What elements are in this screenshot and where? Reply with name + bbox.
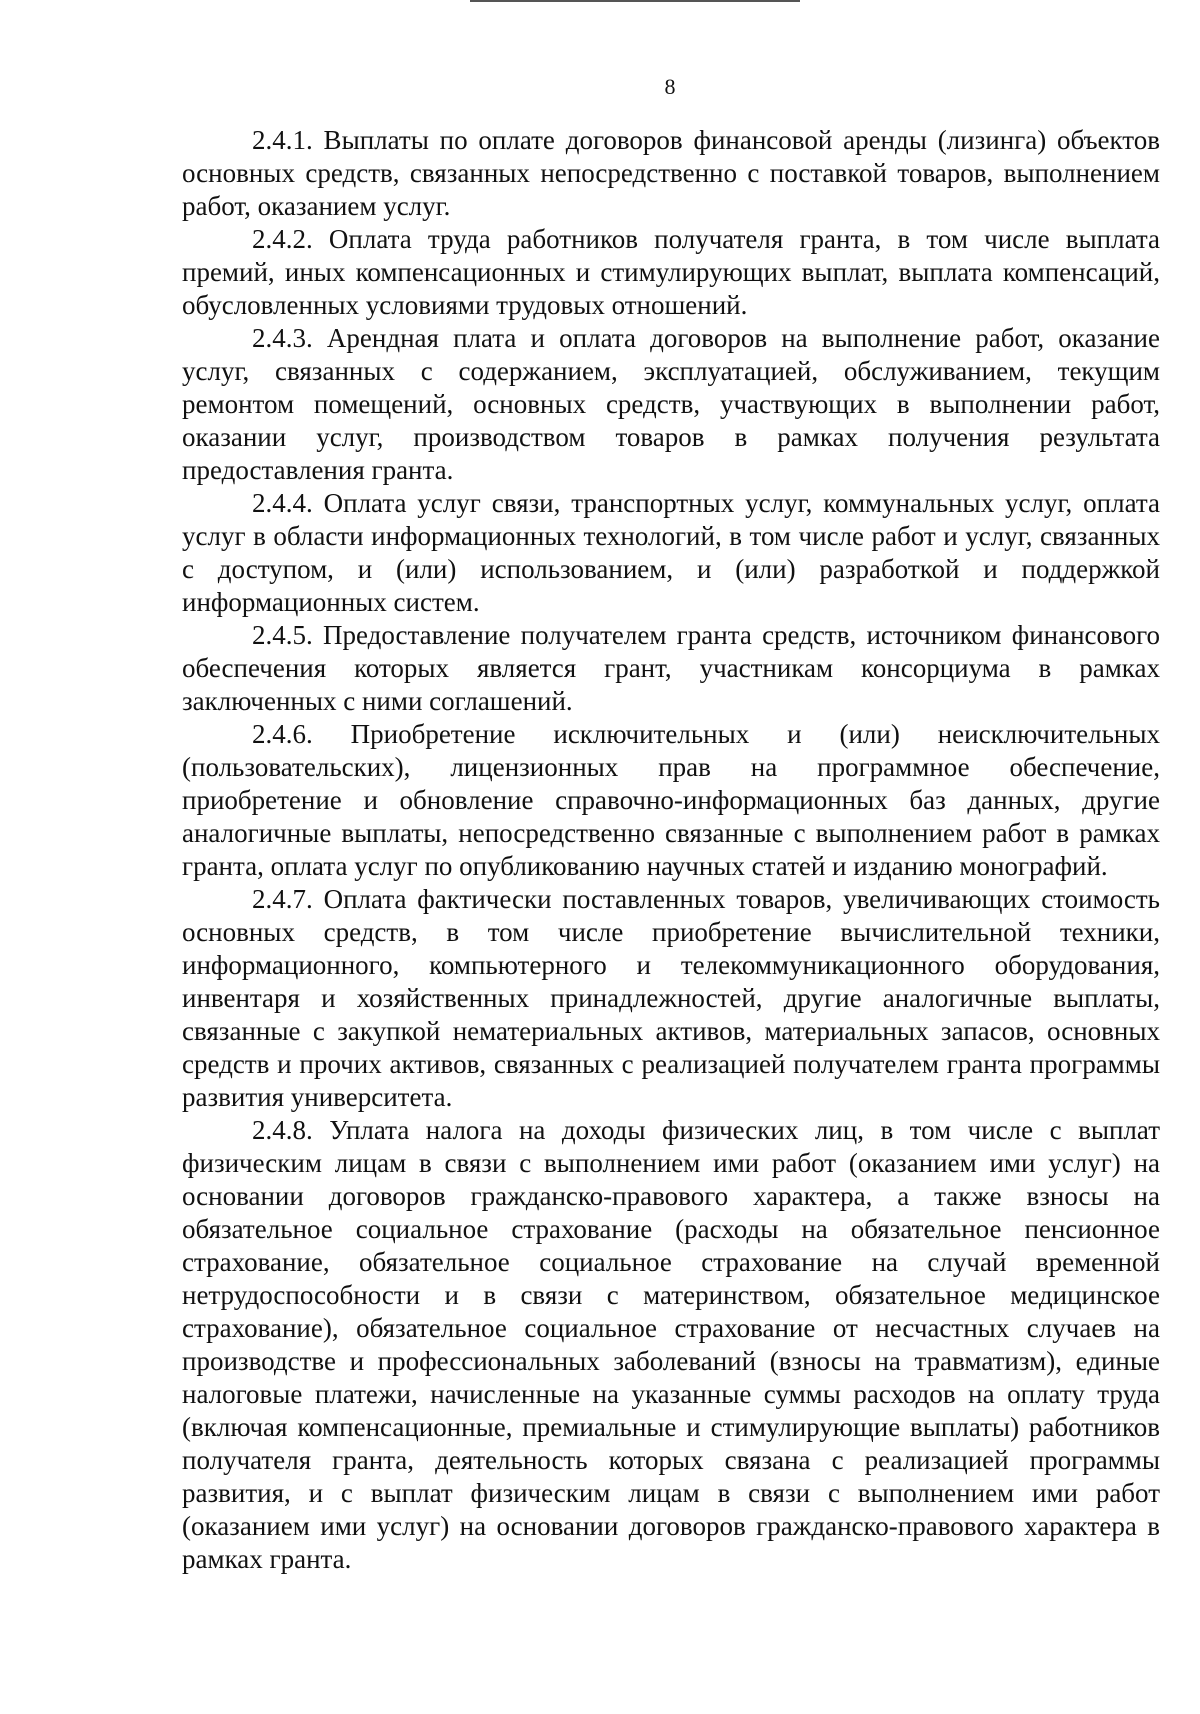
paragraph-2-4-2: 2.4.2. Оплата труда работников получателя гранта, в том числе выплата премий, иных компенсационных и стимулирующих выплат, выплата компенсаций, обусловленных условиями трудовых отношений.: [182, 224, 1160, 320]
paragraph-2-4-6: 2.4.6. Приобретение исключительных и (или) неисключительных (пользовательских), лицензионных прав на программное обеспечение, приобретение и обновление справочно-информационных баз данных, другие аналогичные выплаты, непосредственно связанные с выполнением работ в рамках гранта, оплата услуг по опубликованию научных статей и изданию монографий.: [182, 719, 1160, 881]
page-number: 8: [664, 74, 676, 99]
body-text: [182, 124, 1160, 1576]
paragraph-2-4-3: 2.4.3. Арендная плата и оплата договоров на выполнение работ, оказание услуг, связанных с содержанием, эксплуатацией, обслуживанием, текущим ремонтом помещений, основных средств, участвующих в выполнении работ, оказании услуг, производством товаров в рамках получения результата предоставления гранта.: [182, 323, 1160, 485]
paragraph-2-4-4: 2.4.4. Оплата услуг связи, транспортных услуг, коммунальных услуг, оплата услуг в области информационных технологий, в том числе работ и услуг, связанных с доступом, и (или) использованием, и (или) разработкой и поддержкой информационных систем.: [182, 488, 1160, 617]
top-edge-rule: [470, 0, 800, 2]
paragraph-2-4-5: 2.4.5. Предоставление получателем гранта средств, источником финансового обеспечения которых является грант, участникам консорциума в рамках заключенных с ними соглашений.: [182, 620, 1160, 716]
paragraph-2-4-7: 2.4.7. Оплата фактически поставленных товаров, увеличивающих стоимость основных средств, в том числе приобретение вычислительной техники, информационного, компьютерного и телекоммуникационного оборудования, инвентаря и хозяйственных принадлежностей, другие аналогичные выплаты, связанные с закупкой нематериальных активов, материальных запасов, основных средств и прочих активов, связанных с реализацией получателем гранта программы развития университета.: [182, 884, 1160, 1112]
paragraph-2-4-8: 2.4.8. Уплата налога на доходы физических лиц, в том числе с выплат физическим лицам в связи с выполнением ими работ (оказанием ими услуг) на основании договоров гражданско-правового характера, а также взносы на обязательное социальное страхование (расходы на обязательное пенсионное страхование, обязательное социальное страхование на случай временной нетрудоспособности и в связи с материнством, обязательное медицинское страхование), обязательное социальное страхование от несчастных случаев на производстве и профессиональных заболеваний (взносы на травматизм), единые налоговые платежи, начисленные на указанные суммы расходов на оплату труда (включая компенсационные, премиальные и стимулирующие выплаты) работников получателя гранта, деятельность которых связана с реализацией программы развития, и с выплат физическим лицам в связи с выполнением ими работ (оказанием ими услуг) на основании договоров гражданско-правового характера в рамках гранта.: [182, 1115, 1160, 1574]
paragraph-2-4-1: 2.4.1. Выплаты по оплате договоров финансовой аренды (лизинга) объектов основных средств, связанных непосредственно с поставкой товаров, выполнением работ, оказанием услуг.: [182, 125, 1160, 221]
